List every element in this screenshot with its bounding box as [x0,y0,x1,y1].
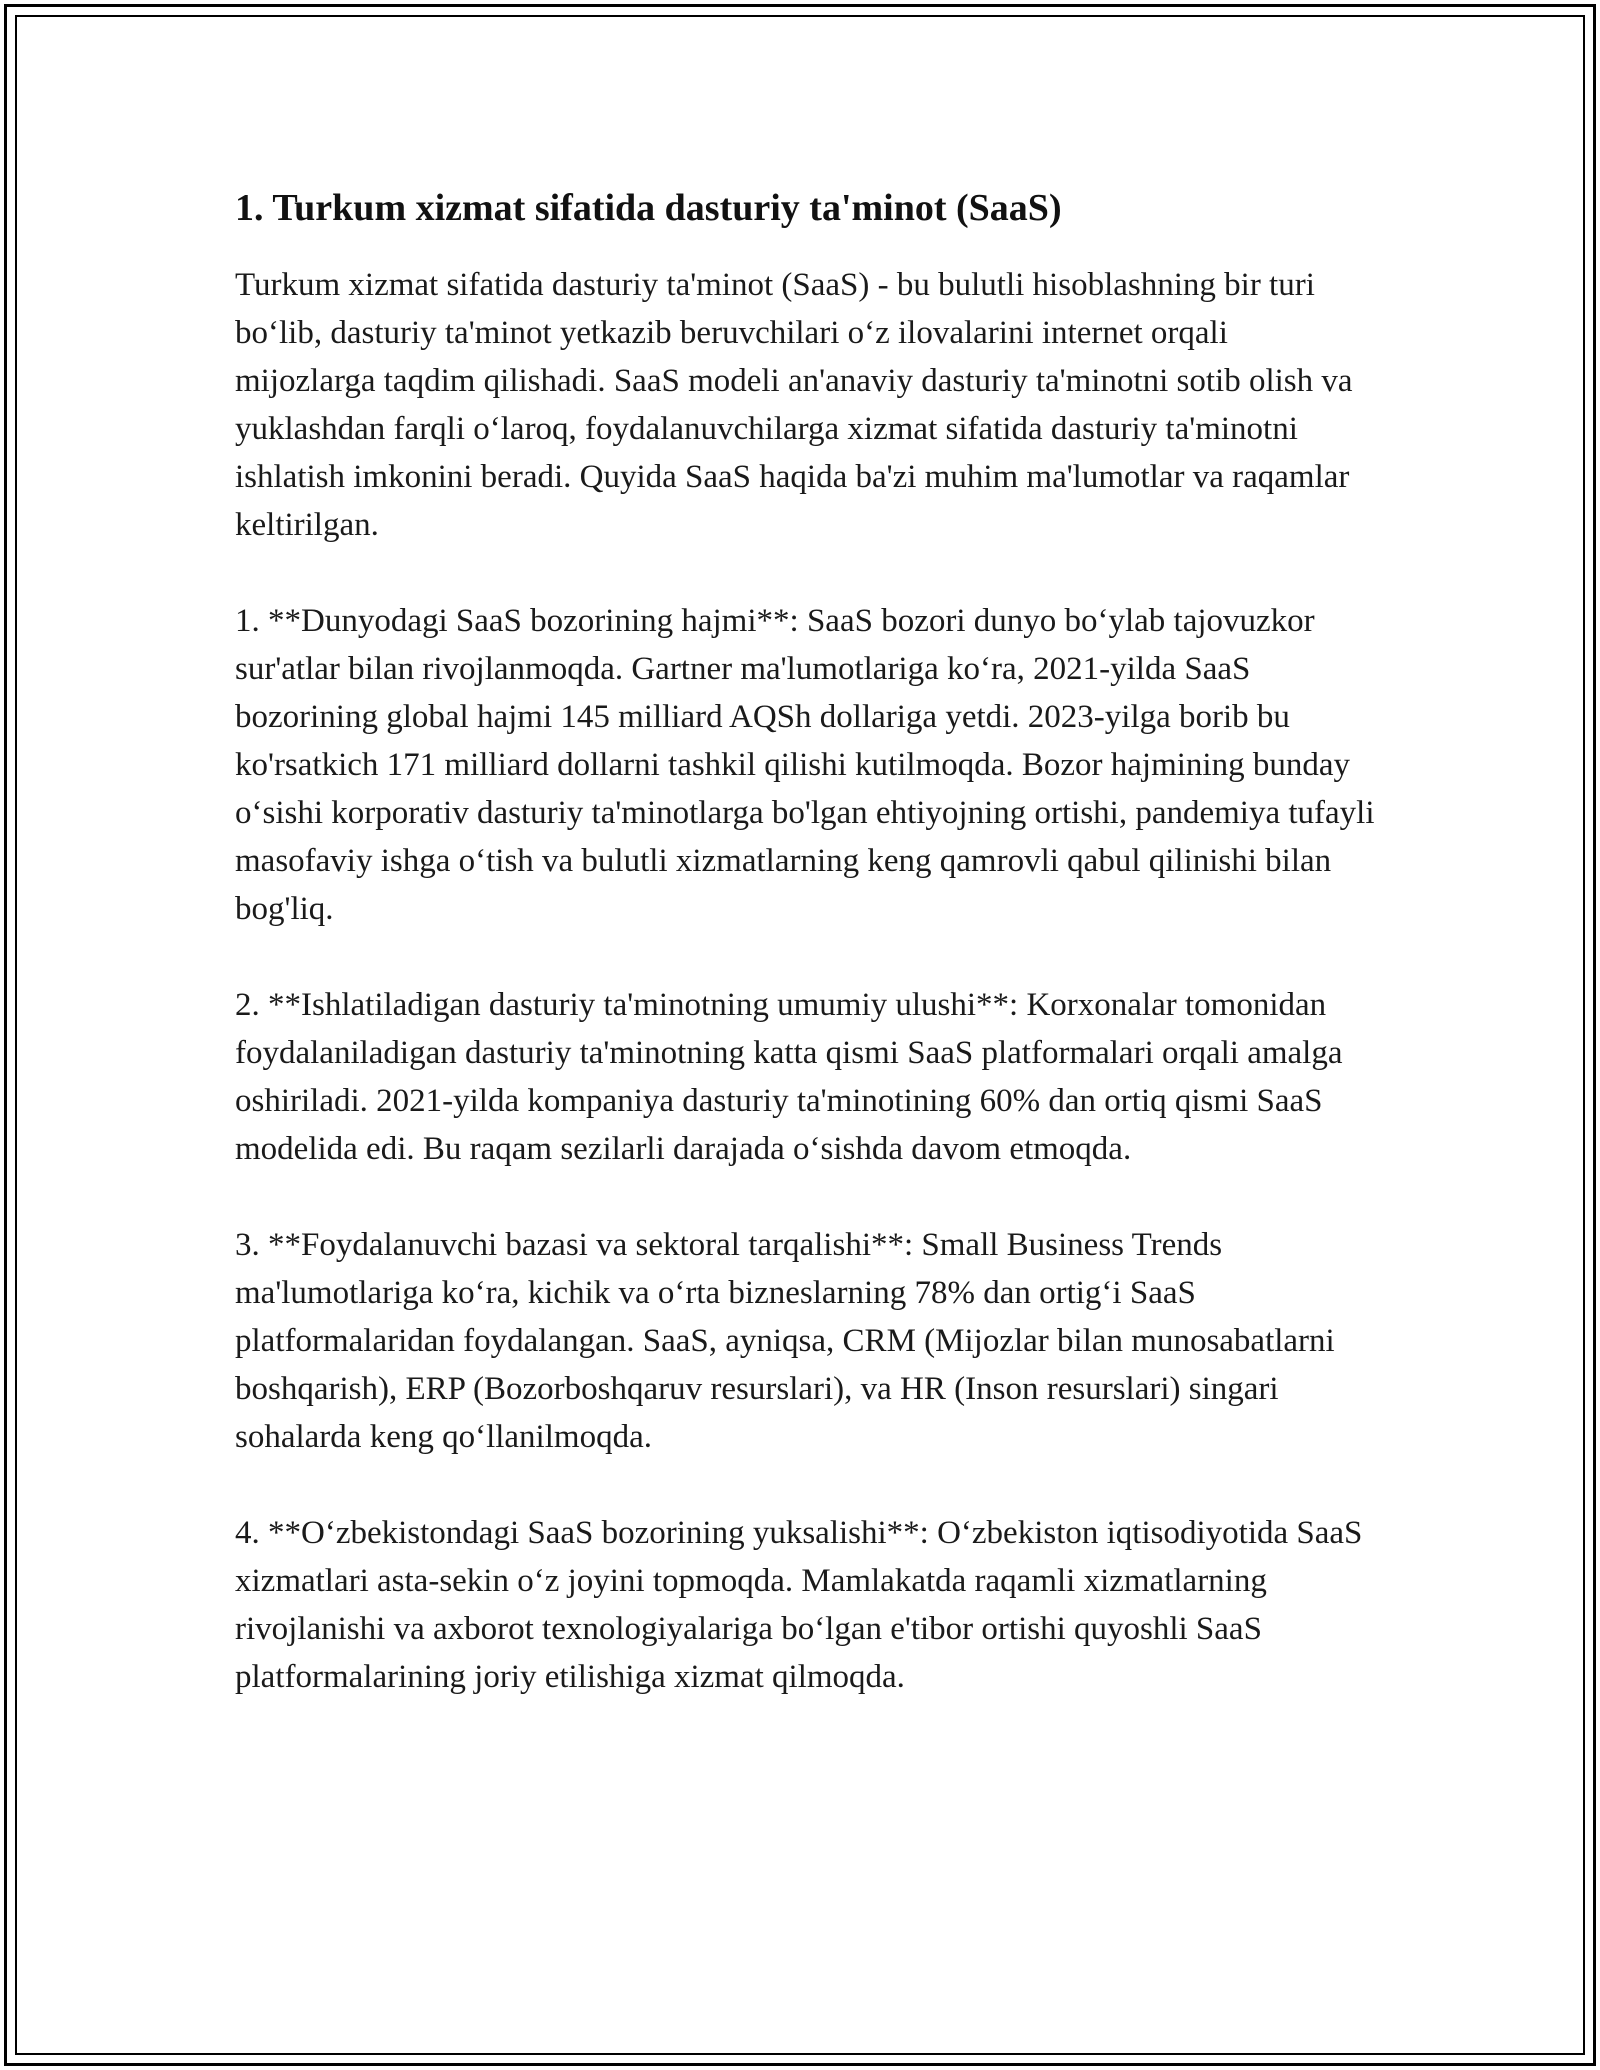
point-2-paragraph: 2. **Ishlatiladigan dasturiy ta'minotning umumiy ulushi**: Korxonalar tomonidan foydalaniladigan dasturiy ta'minotning katta qismi SaaS platformalari orqali amalga oshiriladi. 2021-yilda kompaniya dasturiy ta'minotining 60% dan ortiq qismi SaaS modelida edi. Bu raqam sezilarli darajada o‘sishda davom etmoqda. [235,986,1343,1167]
point-1-paragraph: 1. **Dunyodagi SaaS bozorining hajmi**: SaaS bozori dunyo bo‘ylab tajovuzkor sur'atlar bilan rivojlanmoqda. Gartner ma'lumotlariga ko‘ra, 2021-yilda SaaS bozorining global hajmi 145 milliard AQSh dollariga yetdi. 2023-yilga borib bu ko'rsatkich 171 milliard dollarni tashkil qilishi kutilmoqda. Bozor hajmining bunday o‘sishi korporativ dasturiy ta'minotlarga bo'lgan ehtiyojning ortishi, pandemiya tufayli masofaviy ishga o‘tish va bulutli xizmatlarning keng qamrovli qabul qilinishi bilan bog'liq. [235,602,1375,927]
point-4-paragraph: 4. **O‘zbekistondagi SaaS bozorining yuksalishi**: O‘zbekiston iqtisodiyotida SaaS xizmatlari asta-sekin o‘z joyini topmoqda. Mamlakatda raqamli xizmatlarning rivojlanishi va axborot texnologiyalariga bo‘lgan e'tibor ortishi quyoshli SaaS platformalarining joriy etilishiga xizmat qilmoqda. [235,1514,1363,1695]
point-3-paragraph: 3. **Foydalanuvchi bazasi va sektoral tarqalishi**: Small Business Trends ma'lumotlariga ko‘ra, kichik va o‘rta bizneslarning 78% dan ortig‘i SaaS platformalaridan foydalangan. SaaS, ayniqsa, CRM (Mijozlar bilan munosabatlarni boshqarish), ERP (Bozorboshqaruv resurslari), va HR (Inson resurslari) singari sohalarda keng qo‘llanilmoqda. [235,1226,1335,1455]
document-body [235,185,1375,1701]
section-heading: 1. Turkum xizmat sifatida dasturiy ta'minot (SaaS) [235,187,1062,229]
intro-paragraph: Turkum xizmat sifatida dasturiy ta'minot (SaaS) - bu bulutli hisoblashning bir turi bo‘lib, dasturiy ta'minot yetkazib beruvchilari o‘z ilovalarini internet orqali mijozlarga taqdim qilishadi. SaaS modeli an'anaviy dasturiy ta'minotni sotib olish va yuklashdan farqli o‘laroq, foydalanuvchilarga xizmat sifatida dasturiy ta'minotni ishlatish imkonini beradi. Quyida SaaS haqida ba'zi muhim ma'lumotlar va raqamlar keltirilgan. [235,266,1353,543]
